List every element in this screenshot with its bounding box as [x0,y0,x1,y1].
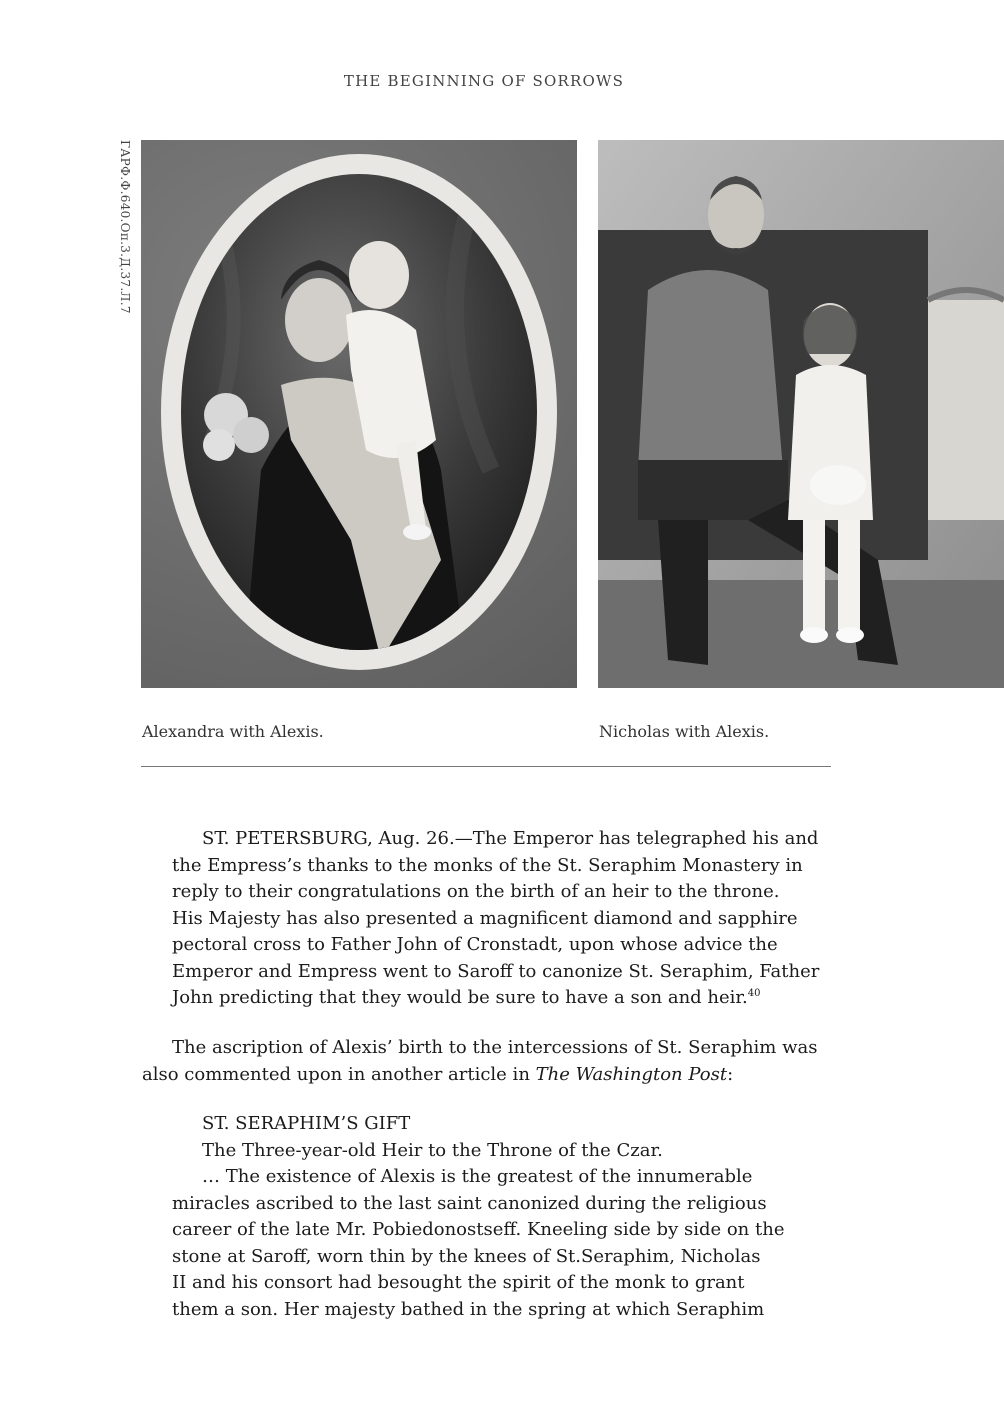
archive-reference: ГАРФ.Ф.640.Оп.3.Д.37.Л.7 [118,140,132,314]
caption-left-photo: Alexandra with Alexis. [142,722,324,741]
quote1-line: ST. PETERSBURG, Aug. 26.—The Emperor has telegraphed his and [202,828,819,849]
quote1-line: John predicting that they would be sure to have a son and heir. [172,987,748,1008]
quote2-heading: ST. SERAPHIM’S GIFT [202,1113,411,1134]
quote1-line: His Majesty has also presented a magnificent diamond and sapphire [172,907,798,929]
block-quote-st-petersburg [172,826,832,1012]
quote2-subheading: The Three-year-old Heir to the Throne of the Czar. [202,1139,663,1161]
quote2-line: stone at Saroff, worn thin by the knees of St.Seraphim, Nicholas [172,1245,761,1267]
footnote-marker: 40 [747,988,761,999]
publication-title: The Washington Post [535,1063,728,1085]
quote1-last-line [172,985,832,1012]
quote2-line: them a son. Her majesty bathed in the spring at which Seraphim [172,1298,765,1320]
quote1-line: pectoral cross to Father John of Cronstadt, upon whose advice the [172,934,778,955]
quote1-line: the Empress’s thanks to the monks of the St. Seraphim Monastery in [172,854,803,876]
photo-nicholas-with-alexis [598,140,1004,688]
paragraph-line [142,1062,832,1089]
paragraph-line-start: also commented upon in another article in [142,1063,536,1085]
quote2-line: miracles ascribed to the last saint canonized during the religious [172,1192,767,1214]
caption-divider [141,766,831,767]
caption-right-photo: Nicholas with Alexis. [599,722,770,741]
paragraph-line: The ascription of Alexis’ birth to the intercessions of St. Seraphim was [172,1037,818,1058]
body-paragraph [142,1035,832,1088]
block-quote-seraphims-gift [172,1111,832,1323]
quote1-line: Emperor and Empress went to Saroff to canonize St. Seraphim, Father [172,960,820,982]
quote2-line: II and his consort had besought the spirit of the monk to grant [172,1272,745,1293]
paragraph-line-end: : [727,1063,734,1085]
quote2-line: … The existence of Alexis is the greatest of the innumerable [202,1166,753,1187]
quote2-line: career of the late Mr. Pobiedonostseff. Kneeling side by side on the [172,1219,785,1240]
running-head: THE BEGINNING OF SORROWS [343,72,625,90]
photo-alexandra-with-alexis [141,140,577,688]
quote1-line: reply to their congratulations on the birth of an heir to the throne. [172,881,780,902]
